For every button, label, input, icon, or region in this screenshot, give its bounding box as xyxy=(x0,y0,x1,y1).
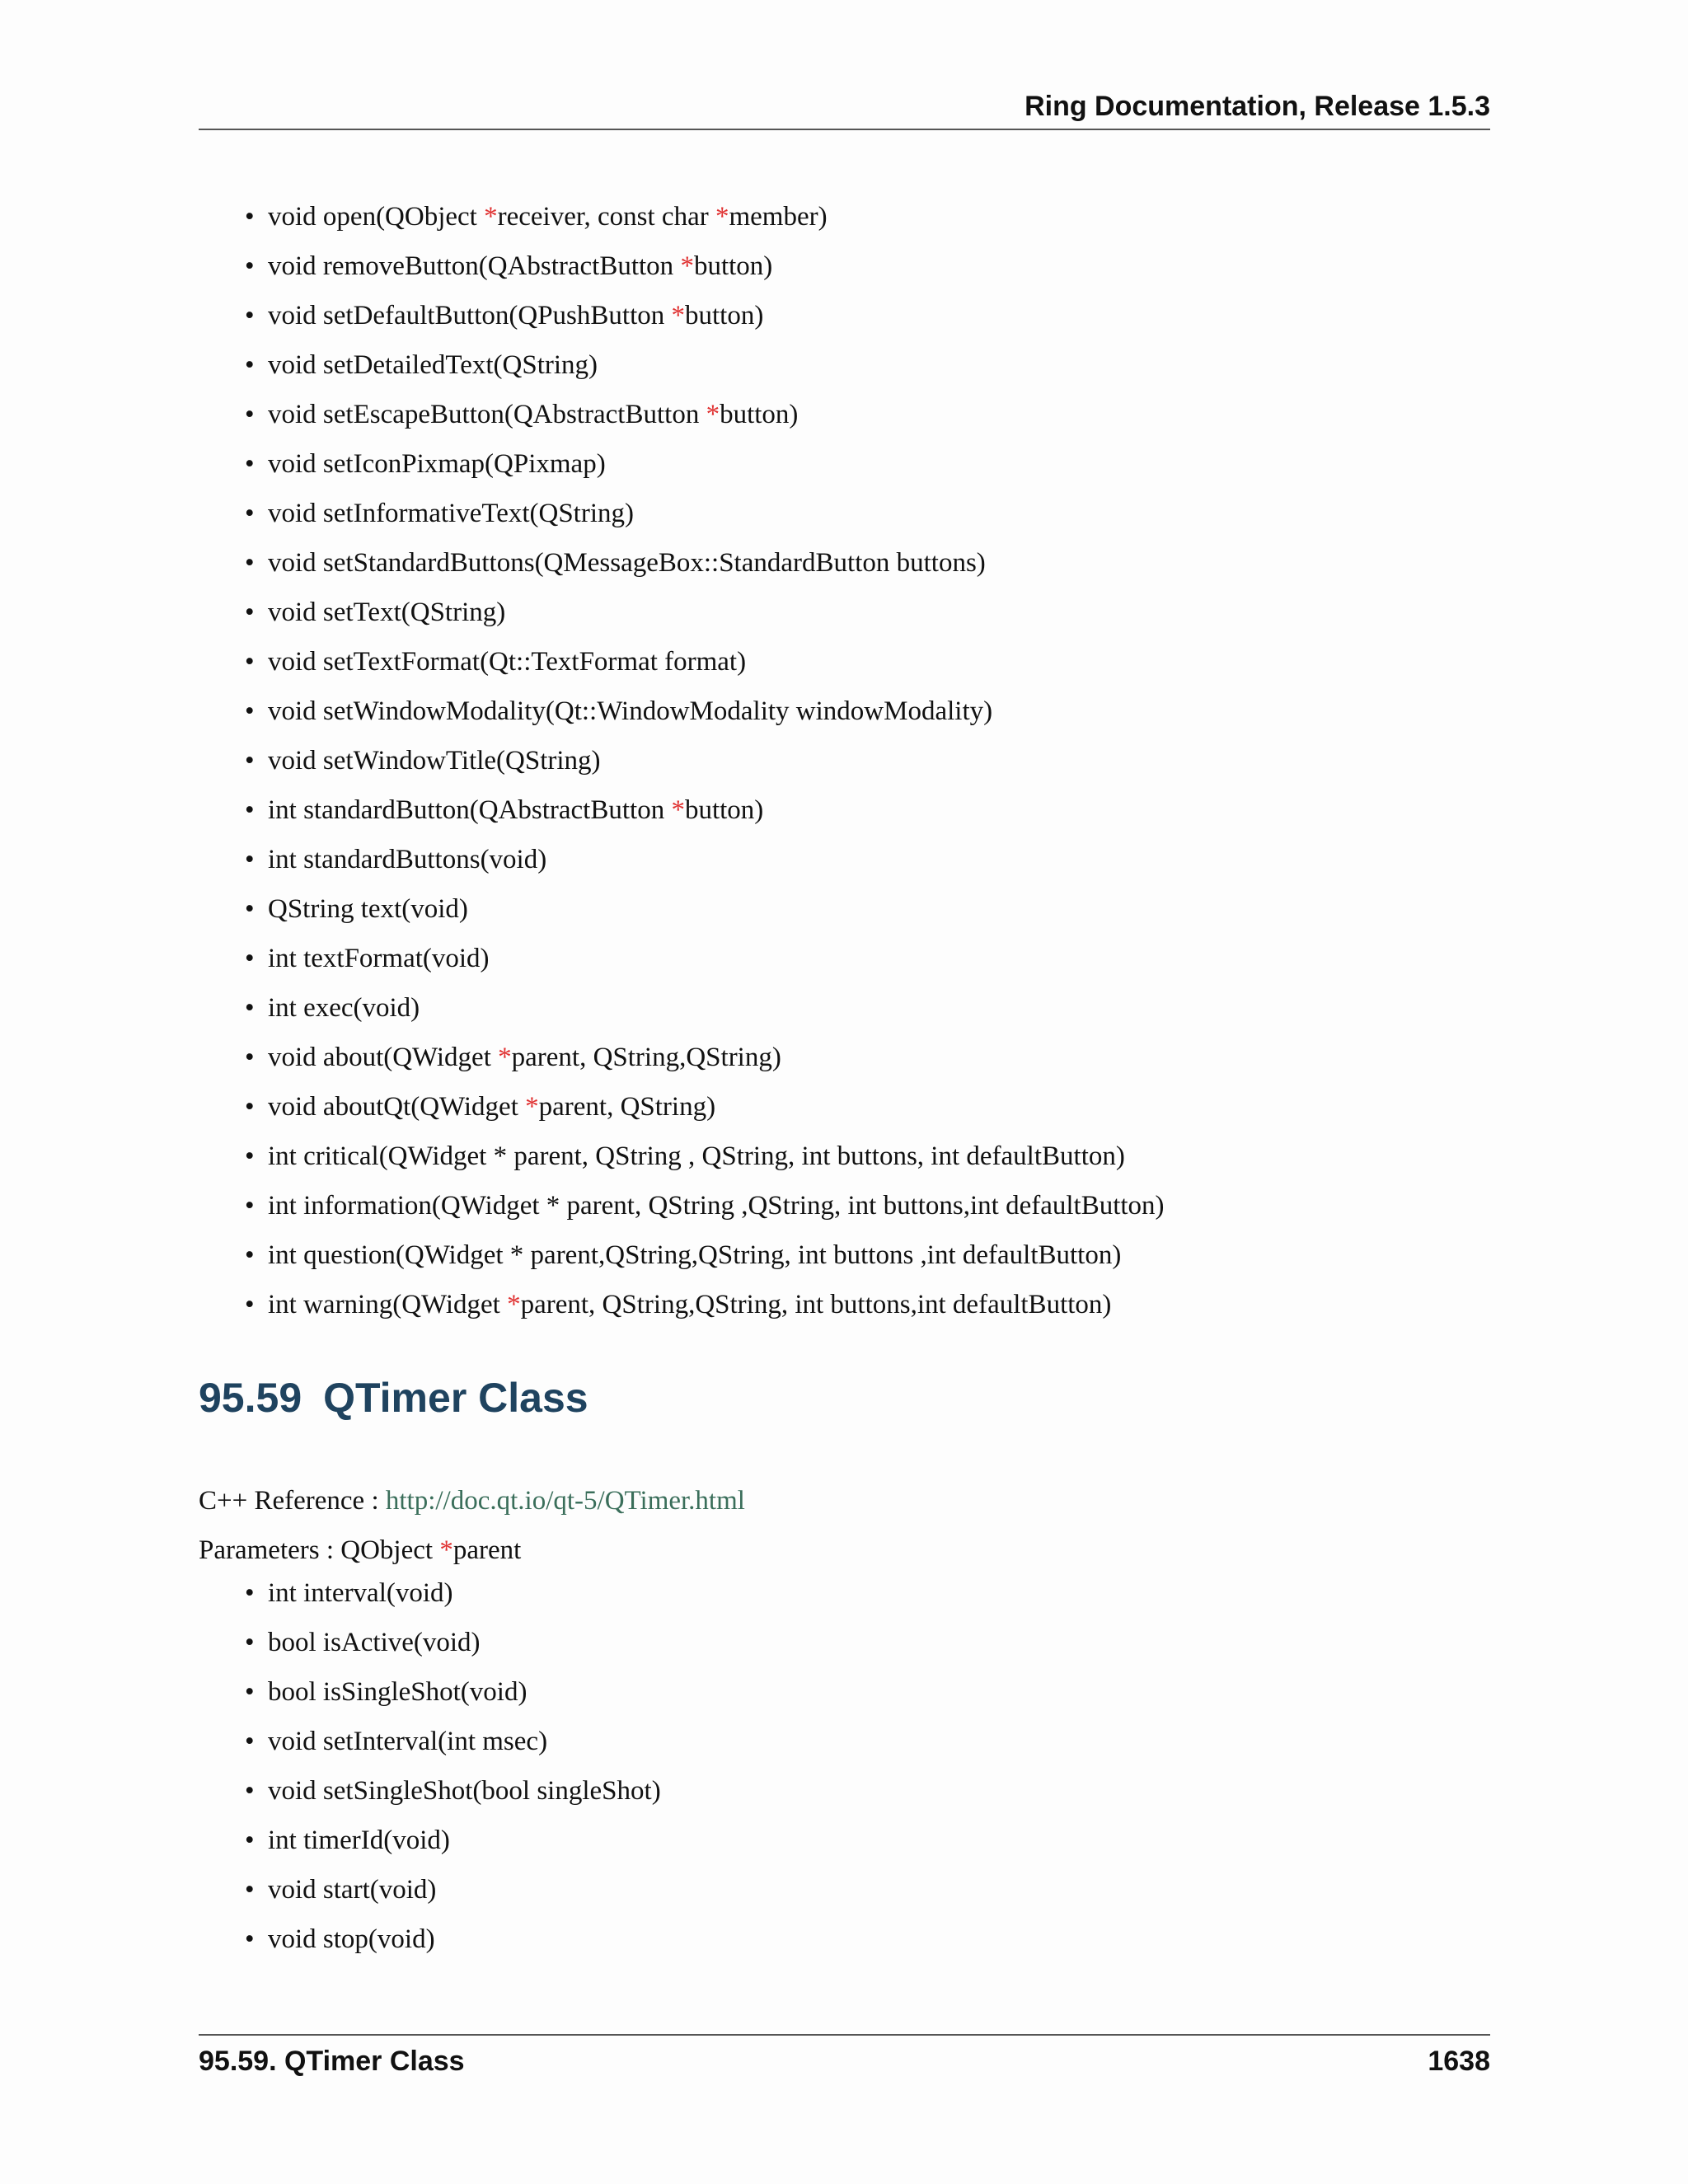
method-text: int textFormat(void) xyxy=(268,944,490,973)
list-item xyxy=(199,736,1490,785)
method-text: void setWindowTitle(QString) xyxy=(268,746,601,776)
method-text: int exec(void) xyxy=(268,993,420,1023)
method-text: void about(QWidget xyxy=(268,1043,499,1072)
method-text: void stop(void) xyxy=(268,1924,435,1954)
page-footer xyxy=(199,2034,1490,2085)
method-text: button) xyxy=(720,400,799,429)
bullet-icon: • xyxy=(245,944,255,973)
method-text: void setInterval(int msec) xyxy=(268,1727,548,1756)
list-item xyxy=(199,588,1490,637)
method-text: void setTextFormat(Qt::TextFormat format) xyxy=(268,647,747,677)
pointer-star: * xyxy=(680,251,694,281)
pointer-star: * xyxy=(484,202,498,232)
list-item xyxy=(199,1280,1490,1329)
method-text: member) xyxy=(729,202,828,232)
qtimer-method-list xyxy=(199,1568,661,1964)
cpp-reference-label: C++ Reference : xyxy=(199,1486,386,1516)
method-text: void setSingleShot(bool singleShot) xyxy=(268,1776,661,1806)
method-text: void setIconPixmap(QPixmap) xyxy=(268,449,606,479)
bullet-icon: • xyxy=(245,1727,255,1756)
pointer-star: * xyxy=(498,1043,512,1072)
cpp-reference-link[interactable]: http://doc.qt.io/qt-5/QTimer.html xyxy=(385,1486,745,1516)
list-item xyxy=(199,1766,661,1816)
bullet-icon: • xyxy=(245,647,255,677)
bullet-icon: • xyxy=(245,548,255,578)
list-item xyxy=(199,934,1490,983)
cpp-reference-line xyxy=(199,1476,745,1526)
method-text: int critical(QWidget * parent, QString , QString, int buttons, int defaultButton) xyxy=(268,1141,1125,1171)
list-item xyxy=(199,192,1490,241)
footer-section-label: 95.59. QTimer Class xyxy=(199,2046,465,2077)
method-text: button) xyxy=(685,301,764,330)
list-item xyxy=(199,835,1490,884)
method-text: int warning(QWidget xyxy=(268,1290,508,1319)
method-text: receiver, const char xyxy=(497,202,715,232)
list-item xyxy=(199,390,1490,439)
list-item xyxy=(199,1816,661,1865)
list-item xyxy=(199,1033,1490,1082)
method-text: button) xyxy=(684,795,764,825)
bullet-icon: • xyxy=(245,894,255,924)
qmessagebox-method-list xyxy=(199,192,1490,1329)
main-content xyxy=(199,192,1490,1954)
parameters-name: parent xyxy=(452,1535,522,1565)
method-text: void setStandardButtons(QMessageBox::StandardButton buttons) xyxy=(268,548,986,578)
pointer-star: * xyxy=(706,400,720,429)
method-text: void start(void) xyxy=(268,1875,437,1905)
list-item xyxy=(199,1082,1490,1132)
list-item xyxy=(199,884,1490,934)
document-title: Ring Documentation, Release 1.5.3 xyxy=(1025,91,1490,122)
bullet-icon: • xyxy=(245,449,255,479)
list-item xyxy=(199,340,1490,390)
bullet-icon: • xyxy=(245,350,255,380)
list-item xyxy=(199,1132,1490,1181)
bullet-icon: • xyxy=(245,1875,255,1905)
bullet-icon: • xyxy=(245,746,255,776)
list-item xyxy=(199,1230,1490,1280)
method-text: int standardButtons(void) xyxy=(268,845,547,874)
bullet-icon: • xyxy=(245,845,255,874)
bullet-icon: • xyxy=(245,1677,255,1707)
list-item xyxy=(199,291,1490,340)
list-item xyxy=(199,687,1490,736)
section-heading xyxy=(199,1375,588,1421)
bullet-icon: • xyxy=(245,795,255,825)
bullet-icon: • xyxy=(245,1776,255,1806)
page-number: 1638 xyxy=(1428,2046,1490,2077)
bullet-icon: • xyxy=(245,301,255,330)
bullet-icon: • xyxy=(245,1628,255,1657)
method-text: bool isSingleShot(void) xyxy=(268,1677,528,1707)
bullet-icon: • xyxy=(245,400,255,429)
method-text: void open(QObject xyxy=(268,202,485,232)
method-text: bool isActive(void) xyxy=(268,1628,481,1657)
list-item xyxy=(199,785,1490,835)
bullet-icon: • xyxy=(245,1825,255,1855)
list-item xyxy=(199,1181,1490,1230)
section-number: 95.59 xyxy=(199,1375,302,1421)
bullet-icon: • xyxy=(245,1924,255,1954)
bullet-icon: • xyxy=(245,993,255,1023)
method-text: button) xyxy=(693,251,773,281)
method-text: int question(QWidget * parent,QString,QString, int buttons ,int defaultButton) xyxy=(268,1240,1122,1270)
list-item xyxy=(199,439,1490,489)
bullet-icon: • xyxy=(245,1092,255,1122)
bullet-icon: • xyxy=(245,1043,255,1072)
method-text: void removeButton(QAbstractButton xyxy=(268,251,681,281)
bullet-icon: • xyxy=(245,696,255,726)
pointer-star: * xyxy=(671,795,685,825)
method-text: int timerId(void) xyxy=(268,1825,450,1855)
list-item xyxy=(199,538,1490,588)
method-text: void setInformativeText(QString) xyxy=(268,499,635,528)
method-text: void setEscapeButton(QAbstractButton xyxy=(268,400,706,429)
pointer-star: * xyxy=(715,202,729,232)
method-text: parent, QString) xyxy=(538,1092,716,1122)
bullet-icon: • xyxy=(245,1290,255,1319)
bullet-icon: • xyxy=(245,1240,255,1270)
method-text: QString text(void) xyxy=(268,894,468,924)
parameters-line xyxy=(199,1526,521,1575)
bullet-icon: • xyxy=(245,1578,255,1608)
list-item xyxy=(199,1717,661,1766)
bullet-icon: • xyxy=(245,598,255,627)
list-item xyxy=(199,1915,661,1964)
method-text: void aboutQt(QWidget xyxy=(268,1092,526,1122)
page-header xyxy=(199,89,1490,130)
list-item xyxy=(199,489,1490,538)
pointer-star: * xyxy=(525,1092,539,1122)
bullet-icon: • xyxy=(245,1191,255,1221)
list-item xyxy=(199,1865,661,1915)
method-text: void setDefaultButton(QPushButton xyxy=(268,301,672,330)
list-item xyxy=(199,983,1490,1033)
section-title-text: QTimer Class xyxy=(323,1375,588,1421)
bullet-icon: • xyxy=(245,1141,255,1171)
method-text: int standardButton(QAbstractButton xyxy=(268,795,672,825)
pointer-star: * xyxy=(439,1535,453,1565)
list-item xyxy=(199,637,1490,687)
pointer-star: * xyxy=(507,1290,521,1319)
list-item xyxy=(199,1618,661,1667)
method-text: void setWindowModality(Qt::WindowModality windowModality) xyxy=(268,696,993,726)
method-text: void setText(QString) xyxy=(268,598,506,627)
bullet-icon: • xyxy=(245,499,255,528)
list-item xyxy=(199,241,1490,291)
method-text: void setDetailedText(QString) xyxy=(268,350,598,380)
pointer-star: * xyxy=(671,301,685,330)
list-item xyxy=(199,1568,661,1618)
bullet-icon: • xyxy=(245,251,255,281)
method-text: parent, QString,QString) xyxy=(511,1043,781,1072)
parameters-label: Parameters : QObject xyxy=(199,1535,440,1565)
method-text: int interval(void) xyxy=(268,1578,453,1608)
list-item xyxy=(199,1667,661,1717)
bullet-icon: • xyxy=(245,202,255,232)
method-text: int information(QWidget * parent, QString ,QString, int buttons,int defaultButton) xyxy=(268,1191,1165,1221)
method-text: parent, QString,QString, int buttons,int defaultButton) xyxy=(520,1290,1112,1319)
